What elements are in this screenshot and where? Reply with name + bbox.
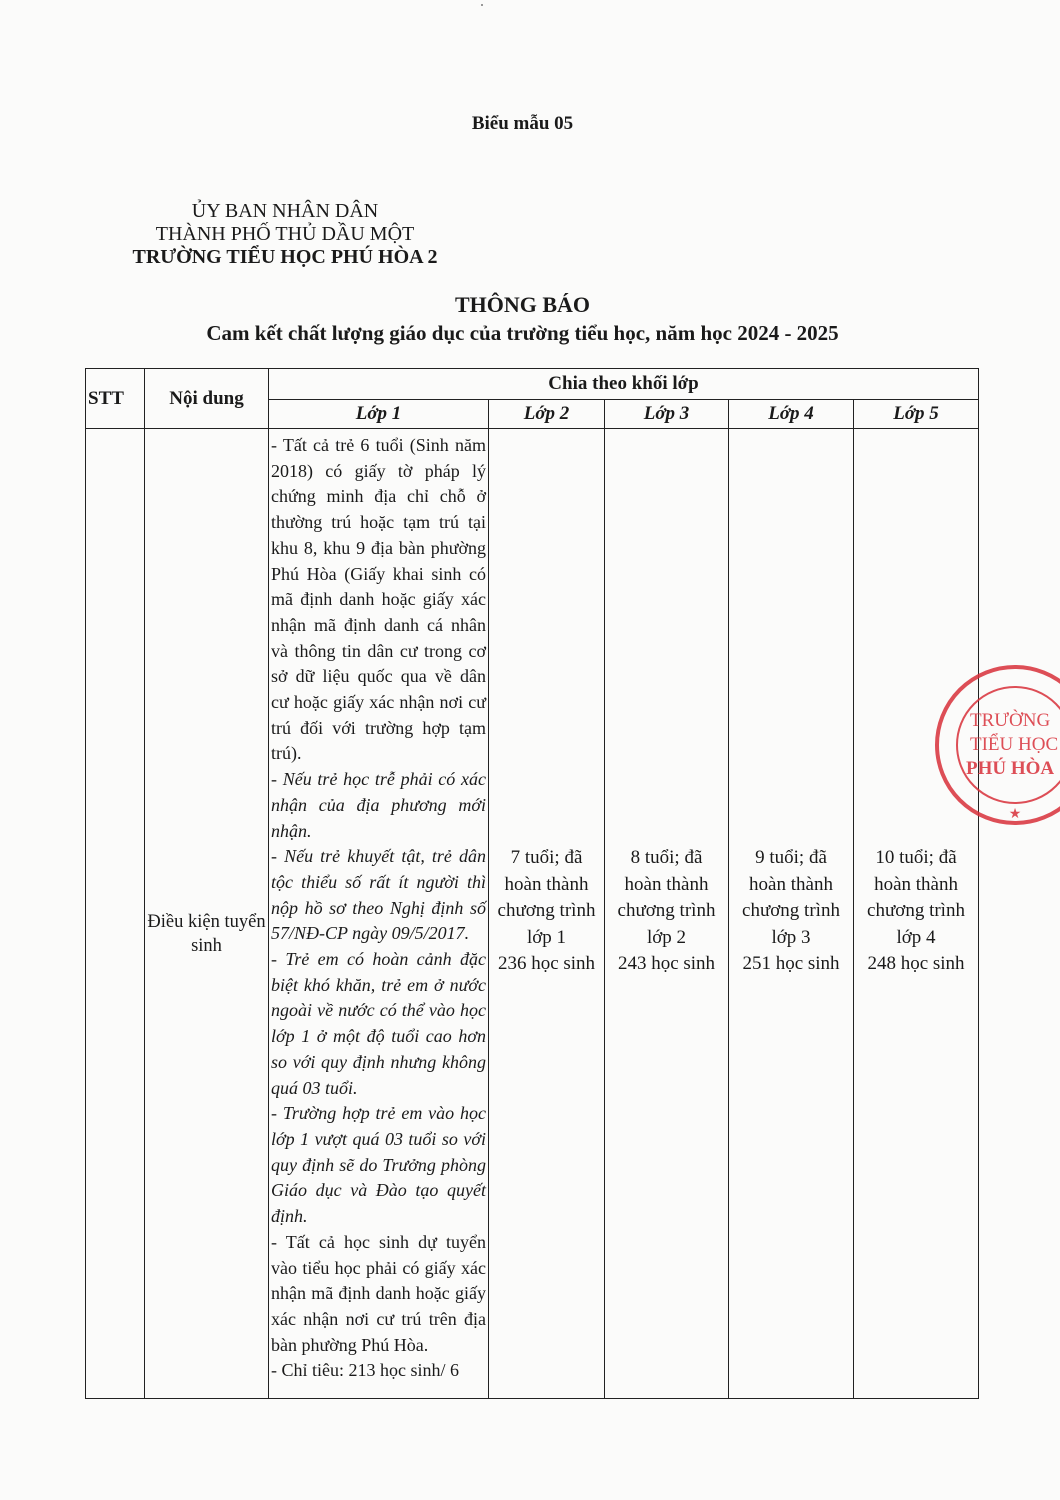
grade-4-count: 251 học sinh	[742, 953, 840, 974]
header-grade-4: Lớp 4	[729, 400, 854, 429]
grade-3-line: 8 tuổi; đã	[630, 847, 703, 868]
grade-5-line: 10 tuổi; đã	[875, 847, 957, 868]
grade-2-line: lớp 1	[526, 926, 567, 948]
stamp-line-1: TRƯỜNG	[970, 710, 1051, 731]
grade-2-count: 236 học sinh	[497, 953, 596, 974]
form-label: Biểu mẫu 05	[471, 113, 574, 134]
grade-5-line: hoàn thành	[874, 873, 958, 895]
grade-2-conditions	[489, 429, 605, 1399]
grade-3-line: hoàn thành	[624, 873, 709, 895]
document-title	[0, 292, 1045, 346]
header-grade-group: Chia theo khối lớp	[269, 369, 979, 400]
stamp-star: ★	[1008, 807, 1022, 822]
grade-4-conditions	[729, 429, 854, 1399]
scan-speck	[481, 4, 483, 6]
header-grade-3: Lớp 3	[605, 400, 729, 429]
stamp-line-2: TIỂU HỌC	[970, 734, 1059, 755]
grade-4-line: lớp 3	[771, 926, 811, 948]
cell-stt	[86, 429, 145, 1399]
grade-3-conditions	[605, 429, 729, 1399]
condition-paragraph: - Nếu trẻ học trễ phải có xác nhận của địa phương mới nhận.	[271, 769, 486, 841]
condition-paragraph: - Trường hợp trẻ em vào học lớp 1 vượt quá 03 tuổi so với quy định sẽ do Trưởng phòng Giáo dục và Đào tạo quyết định.	[271, 1103, 486, 1227]
grade-3-count: 243 học sinh	[617, 953, 716, 974]
grade-2-line: 7 tuổi; đã	[510, 847, 583, 868]
condition-paragraph: - Trẻ em có hoàn cảnh đặc biệt khó khăn, trẻ em ở nước ngoài về nước có thể vào học lớp 1 ở một độ tuổi cao hơn so với quy định nhưng không quá 03 tuổi.	[271, 949, 486, 1098]
agency-line-1: ỦY BAN NHÂN DÂN	[191, 200, 379, 222]
condition-paragraph: - Nếu trẻ khuyết tật, trẻ dân tộc thiểu số rất ít người thì nộp hồ sơ theo Nghị định số 57/NĐ-CP ngày 09/5/2017.	[271, 846, 486, 944]
grade-1-conditions	[269, 429, 489, 1399]
condition-paragraph: - Tất cả trẻ 6 tuổi (Sinh năm 2018) có giấy tờ pháp lý chứng minh địa chỉ chỗ ở thường trú hoặc tạm trú tại khu 8, khu 9 địa bàn phường Phú Hòa (Giấy khai sinh có mã định danh hoặc giấy xác nhận mã định danh cá nhân và thông tin dân cư trong cơ sở dữ liệu quốc qua về dân cư hoặc giấy xác nhận nơi cư trú đối với trường hợp tạm trú).	[271, 435, 486, 764]
grade-5-line: chương trình	[867, 900, 965, 921]
title-heading: THÔNG BÁO	[454, 292, 591, 317]
header-stt: STT	[86, 369, 145, 429]
school-name: TRƯỜNG TIỂU HỌC PHÚ HÒA 2	[132, 246, 438, 268]
title-subheading: Cam kết chất lượng giáo dục của trường tiểu học, năm học 2024 - 2025	[206, 321, 839, 345]
header-grade-5: Lớp 5	[854, 400, 979, 429]
stamp-line-3: PHÚ HÒA	[966, 758, 1055, 779]
grade-4-line: chương trình	[742, 900, 840, 921]
condition-paragraph: - Chỉ tiêu: 213 học sinh/ 6	[271, 1360, 459, 1381]
school-seal-stamp	[930, 660, 1060, 830]
agency-line-2: THÀNH PHỐ THỦ DẦU MỘT	[155, 223, 415, 245]
grade-4-line: hoàn thành	[749, 873, 833, 895]
grade-3-line: chương trình	[617, 900, 716, 921]
grade-5-count: 248 học sinh	[867, 953, 965, 974]
grade-2-line: chương trình	[497, 900, 596, 921]
header-content: Nội dung	[145, 369, 269, 429]
agency-header	[95, 200, 475, 269]
header-grade-1: Lớp 1	[269, 400, 489, 429]
grade-4-line: 9 tuổi; đã	[755, 847, 827, 868]
header-grade-2: Lớp 2	[489, 400, 605, 429]
grade-5-conditions	[854, 429, 979, 1399]
condition-paragraph: - Tất cả học sinh dự tuyển vào tiểu học phải có giấy xác nhận mã định danh hoặc giấy xác nhận nơi cư trú trên địa bàn phường Phú Hòa.	[271, 1231, 486, 1355]
commitment-table	[85, 368, 979, 1399]
grade-3-line: lớp 2	[646, 926, 687, 948]
grade-2-line: hoàn thành	[504, 873, 589, 895]
grade-5-line: lớp 4	[896, 926, 936, 948]
row-label: Điều kiện tuyển sinh	[145, 429, 269, 1399]
